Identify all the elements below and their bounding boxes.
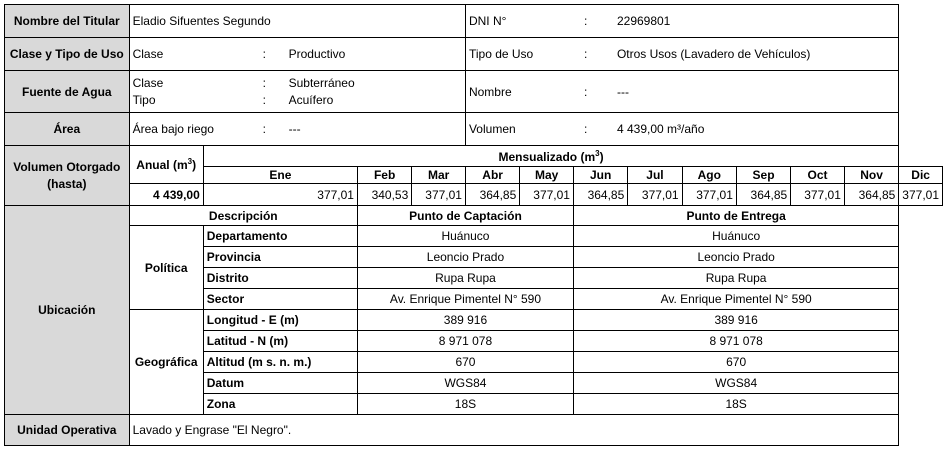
geografica-label: Geográfica bbox=[129, 310, 203, 415]
politica-entrega: Huánuco bbox=[573, 226, 898, 247]
month-value: 377,01 bbox=[791, 184, 845, 206]
geografica-row-label: Datum bbox=[203, 373, 357, 394]
month-header: Mar bbox=[412, 167, 466, 184]
geografica-row-label: Altitud (m s. n. m.) bbox=[203, 352, 357, 373]
fuente-label: Fuente de Agua bbox=[5, 71, 130, 113]
month-value: 377,01 bbox=[899, 184, 943, 206]
month-header: Abr bbox=[465, 167, 519, 184]
mensual-label: Mensualizado (m bbox=[498, 149, 596, 164]
fuente-cell bbox=[129, 71, 465, 113]
geografica-entrega: 8 971 078 bbox=[573, 331, 898, 352]
volumen-label-line2: (hasta) bbox=[47, 176, 87, 191]
geografica-captacion: 8 971 078 bbox=[357, 331, 573, 352]
politica-label: Política bbox=[129, 226, 203, 310]
anual-label: Anual (m bbox=[136, 158, 188, 172]
month-header: Jul bbox=[628, 167, 682, 184]
titular-dni-cell bbox=[465, 5, 898, 38]
month-value: 377,01 bbox=[682, 184, 736, 206]
month-header: Jun bbox=[573, 167, 627, 184]
month-header: Feb bbox=[357, 167, 411, 184]
politica-entrega: Leoncio Prado bbox=[573, 247, 898, 268]
ubicacion-label: Ubicación bbox=[5, 206, 130, 415]
row-unidad bbox=[5, 415, 943, 446]
anual-header bbox=[129, 146, 203, 184]
geografica-captacion: WGS84 bbox=[357, 373, 573, 394]
month-value: 364,85 bbox=[573, 184, 627, 206]
area-volumen-cell bbox=[465, 113, 898, 146]
fuente-tipo-sep: : bbox=[262, 92, 266, 107]
month-header: Ago bbox=[682, 167, 736, 184]
geografica-captacion: 389 916 bbox=[357, 310, 573, 331]
dni-label: DNI N° bbox=[468, 14, 507, 28]
row-clase-uso bbox=[5, 38, 943, 71]
area-riego-cell bbox=[129, 113, 465, 146]
row-geografica-0 bbox=[5, 310, 943, 331]
fuente-tipo-label: Tipo bbox=[132, 92, 156, 107]
tipo-uso-value: Otros Usos (Lavadero de Vehículos) bbox=[616, 47, 811, 61]
row-titular bbox=[5, 5, 943, 38]
clase-uso-cell bbox=[129, 38, 465, 71]
clase-sep: : bbox=[262, 47, 266, 61]
geografica-entrega: 18S bbox=[573, 394, 898, 415]
geografica-entrega: WGS84 bbox=[573, 373, 898, 394]
dni-value: 22969801 bbox=[616, 14, 671, 28]
geografica-entrega: 670 bbox=[573, 352, 898, 373]
area-label: Área bbox=[5, 113, 130, 146]
politica-captacion: Huánuco bbox=[357, 226, 573, 247]
geografica-captacion: 670 bbox=[357, 352, 573, 373]
area-riego-value: --- bbox=[288, 122, 301, 136]
area-volumen-value: 4 439,00 m³/año bbox=[616, 122, 705, 136]
month-value: 364,85 bbox=[736, 184, 790, 206]
politica-captacion: Av. Enrique Pimentel N° 590 bbox=[357, 289, 573, 310]
month-value: 377,01 bbox=[412, 184, 466, 206]
dni-sep: : bbox=[583, 14, 588, 28]
unidad-label: Unidad Operativa bbox=[5, 415, 130, 446]
month-header: May bbox=[520, 167, 574, 184]
month-value: 377,01 bbox=[520, 184, 574, 206]
anual-sup: 3 bbox=[187, 157, 193, 166]
volumen-label bbox=[5, 146, 130, 206]
month-header: Sep bbox=[736, 167, 790, 184]
month-value: 364,85 bbox=[465, 184, 519, 206]
fuente-nombre-label: Nombre bbox=[468, 84, 512, 99]
fuente-clase-label: Clase bbox=[132, 75, 164, 90]
geografica-entrega: 389 916 bbox=[573, 310, 898, 331]
month-value: 340,53 bbox=[357, 184, 411, 206]
politica-row-label: Departamento bbox=[203, 226, 357, 247]
titular-label: Nombre del Titular bbox=[5, 5, 130, 38]
geografica-row-label: Zona bbox=[203, 394, 357, 415]
titular-name: Eladio Sifuentes Segundo bbox=[129, 5, 465, 38]
captacion-header: Punto de Captación bbox=[357, 206, 573, 226]
licencia-table bbox=[4, 4, 943, 446]
geografica-row-label: Longitud - E (m) bbox=[203, 310, 357, 331]
area-riego-label: Área bajo riego bbox=[132, 122, 214, 136]
clase-uso-label: Clase y Tipo de Uso bbox=[5, 38, 130, 71]
anual-value: 4 439,00 bbox=[129, 184, 203, 206]
month-header: Nov bbox=[844, 167, 898, 184]
politica-entrega: Av. Enrique Pimentel N° 590 bbox=[573, 289, 898, 310]
row-ubicacion-header bbox=[5, 206, 943, 226]
fuente-nombre-value: --- bbox=[616, 84, 629, 99]
row-volumen-header bbox=[5, 146, 943, 167]
month-value: 377,01 bbox=[628, 184, 682, 206]
entrega-header: Punto de Entrega bbox=[573, 206, 898, 226]
mensual-sup: 3 bbox=[595, 148, 600, 158]
clase-value: Productivo bbox=[288, 47, 346, 61]
mensual-header bbox=[203, 146, 899, 167]
volumen-label-line1: Volumen Otorgado bbox=[13, 159, 121, 174]
politica-row-label: Distrito bbox=[203, 268, 357, 289]
month-header: Ene bbox=[203, 167, 357, 184]
area-volumen-sep: : bbox=[583, 122, 588, 136]
desc-header: Descripción bbox=[129, 206, 357, 226]
politica-row-label: Provincia bbox=[203, 247, 357, 268]
fuente-nombre-sep: : bbox=[583, 84, 588, 99]
row-fuente bbox=[5, 71, 943, 113]
month-header: Oct bbox=[791, 167, 845, 184]
fuente-nombre-cell bbox=[465, 71, 898, 113]
politica-row-label: Sector bbox=[203, 289, 357, 310]
month-value: 364,85 bbox=[844, 184, 898, 206]
tipo-uso-label: Tipo de Uso bbox=[468, 47, 534, 61]
area-riego-sep: : bbox=[262, 122, 266, 136]
area-volumen-label: Volumen bbox=[468, 122, 516, 136]
month-header: Dic bbox=[899, 167, 943, 184]
anual-close: ) bbox=[192, 158, 197, 172]
unidad-value: Lavado y Engrase "El Negro". bbox=[129, 415, 899, 446]
tipo-uso-cell bbox=[465, 38, 898, 71]
geografica-row-label: Latitud - N (m) bbox=[203, 331, 357, 352]
geografica-captacion: 18S bbox=[357, 394, 573, 415]
tipo-uso-sep: : bbox=[583, 47, 588, 61]
fuente-tipo-value: Acuífero bbox=[288, 92, 334, 107]
clase-label: Clase bbox=[132, 47, 164, 61]
month-value: 377,01 bbox=[203, 184, 357, 206]
politica-entrega: Rupa Rupa bbox=[573, 268, 898, 289]
row-month-values bbox=[5, 184, 943, 206]
fuente-clase-sep: : bbox=[262, 75, 266, 90]
row-politica-0 bbox=[5, 226, 943, 247]
mensual-close: ) bbox=[599, 149, 604, 164]
politica-captacion: Rupa Rupa bbox=[357, 268, 573, 289]
fuente-clase-value: Subterráneo bbox=[288, 75, 355, 90]
politica-captacion: Leoncio Prado bbox=[357, 247, 573, 268]
row-area bbox=[5, 113, 943, 146]
